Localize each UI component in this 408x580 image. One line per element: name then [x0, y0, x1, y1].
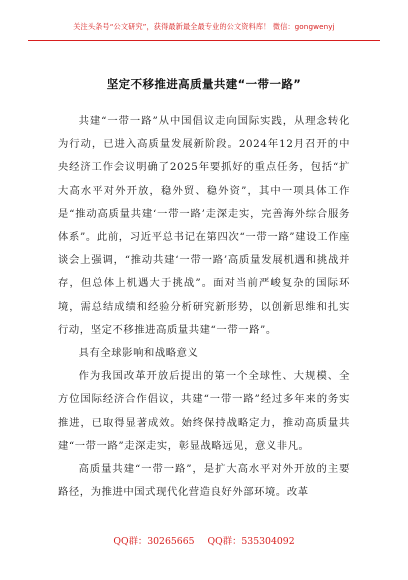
- section-subheading: 具有全球影响和战略意义: [78, 347, 199, 360]
- footer-qq-group-2: QQ群：535304092: [207, 536, 295, 547]
- header-banner: 关注头条号“公文研究”，获得最新最全最专业的公文资料库！ 微信：gongwenyj: [73, 22, 335, 31]
- header-divider: [28, 40, 380, 41]
- footer-qq-group-1: QQ群：30265665: [113, 536, 195, 547]
- paragraph-intro: 共建“一带一路”从中国倡议走向国际实践，从理念转化为行动，已进入高质量发展新阶段。2024年12月召开的中央经济工作会议明确了2025年要抓好的重点任务，包括“扩大高水平对外开放，稳外贸、稳外资”，其中一项具体工作是“推动高质量共建‘一带一路’走深走实，完善海外综合服务体系”。此前，习近平总书记在第四次“一带一路”建设工作座谈会上强调，“推动共建‘一带一路’高质量发展机遇和挑战并存，但总体上机遇大于挑战”。面对当前严峻复杂的国际环境，需总结成绩和经验分析研究新形势，以创新思维和扎实行动，坚定不移推进高质量共建“一带一路”。: [58, 115, 350, 336]
- paragraph-significance: 作为我国改革开放后提出的第一个全球性、大规模、全方位国际经济合作倡议，共建“一带一路”经过多年来的务实推进，已取得显著成效。始终保持战略定力，推动高质量共建“一带一路”走深走实，彰显战略远见，意义非凡。: [58, 370, 350, 452]
- document-body: [58, 110, 350, 504]
- document-title: 坚定不移推进高质量共建“一带一路”: [106, 77, 302, 91]
- footer: [0, 533, 408, 547]
- paragraph-opening-up: 高质量共建“一带一路”，是扩大高水平对外开放的主要路径，为推进中国式现代化营造良好外部环境。改革: [58, 463, 350, 499]
